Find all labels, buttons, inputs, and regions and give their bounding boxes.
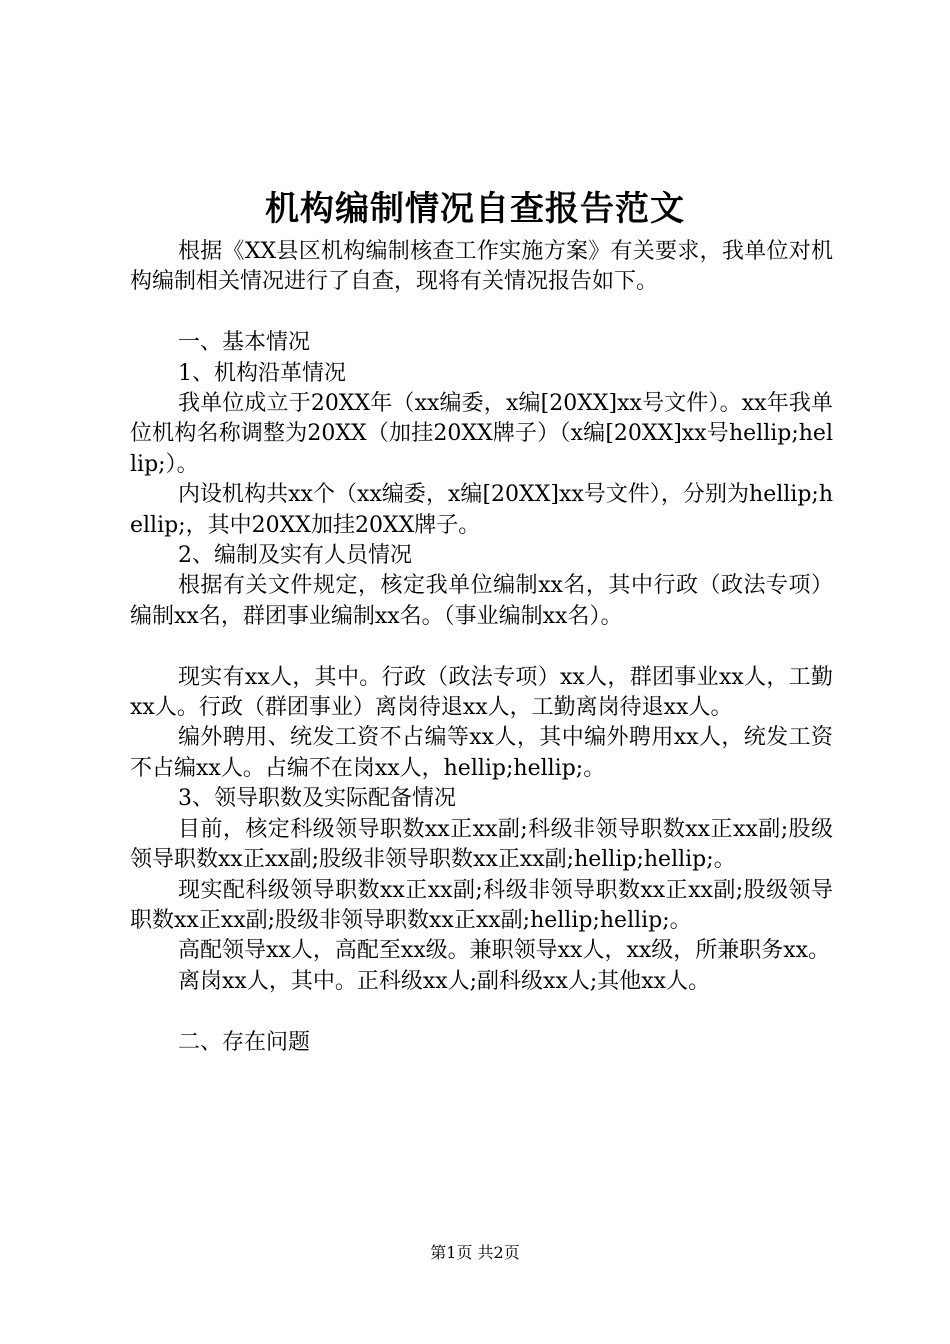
paragraph-high-rank: 高配领导xx人，高配至xx级。兼职领导xx人，xx级，所兼职务xx。 <box>178 938 831 964</box>
section-heading-basic: 一、基本情况 <box>178 330 311 356</box>
section-heading-problems: 二、存在问题 <box>178 1029 311 1055</box>
paragraph-actual-staff: 现实有xx人，其中。行政（政法专项）xx人，群团事业xx人，工勤xx人。行政（群团事业）离岗待退xx人，工勤离岗待退xx人。 <box>130 664 833 721</box>
paragraph-leadership-actual: 现实配科级领导职数xx正xx副;科级非领导职数xx正xx副;股级领导职数xx正xx副;股级非领导职数xx正xx副;hellip;hellip;。 <box>130 877 833 933</box>
paragraph-leadership-quota: 目前，核定科级领导职数xx正xx副;科级非领导职数xx正xx副;股级领导职数xx正xx副;股级非领导职数xx正xx副;hellip;hellip;。 <box>130 816 833 873</box>
paragraph-off-post: 离岗xx人，其中。正科级xx人;副科级xx人;其他xx人。 <box>178 968 711 994</box>
page-footer: 第1页 共2页 <box>430 1243 520 1262</box>
paragraph-staffing-quota: 根据有关文件规定，核定我单位编制xx名，其中行政（政法专项）编制xx名，群团事业编制xx名。（事业编制xx名）。 <box>130 573 833 629</box>
subsection-heading-staffing: 2、编制及实有人员情况 <box>178 543 412 569</box>
intro-paragraph: 根据《XX县区机构编制核查工作实施方案》有关要求，我单位对机构编制相关情况进行了自查，现将有关情况报告如下。 <box>130 239 833 295</box>
paragraph-outside-staff: 编外聘用、统发工资不占编等xx人，其中编外聘用xx人，统发工资不占编xx人。占编不在岗xx人，hellip;hellip;。 <box>130 725 833 781</box>
document-title: 机构编制情况自查报告范文 <box>265 189 685 229</box>
paragraph-internal-units: 内设机构共xx个（xx编委，x编[20XX]xx号文件），分别为hellip;hellip;，其中20XX加挂20XX牌子。 <box>130 482 833 538</box>
paragraph-history: 我单位成立于20XX年（xx编委，x编[20XX]xx号文件）。xx年我单位机构名称调整为20XX（加挂20XX牌子）（x编[20XX]xx号hellip;hellip;）。 <box>130 391 833 477</box>
document-body <box>130 237 833 1058</box>
subsection-heading-leadership: 3、领导职数及实际配备情况 <box>178 786 456 812</box>
subsection-heading-history: 1、机构沿革情况 <box>178 360 346 386</box>
